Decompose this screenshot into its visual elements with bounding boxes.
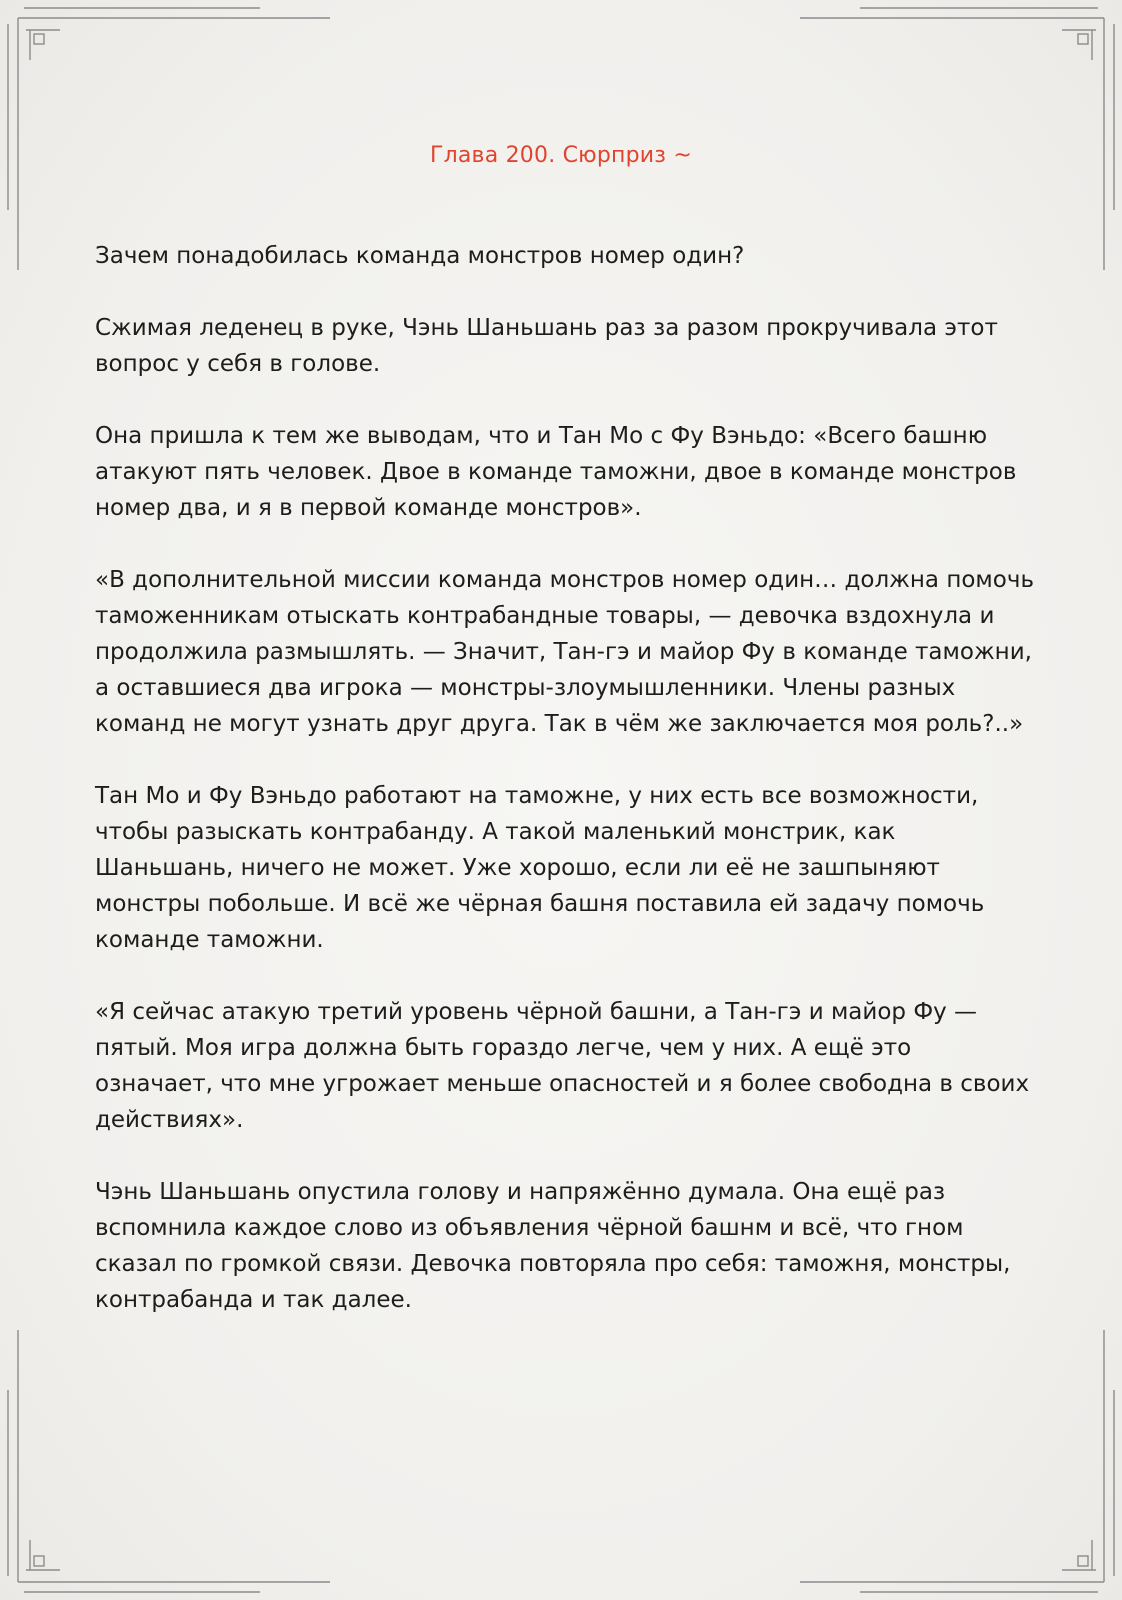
paragraph: Чэнь Шаньшань опустила голову и напряжённо думала. Она ещё раз вспомнила каждое слово из объявления чёрной башнм и всё, что гном сказал по громкой связи. Девочка повторяла про себя: таможня, монстры, контрабанда и так далее.: [95, 1179, 1011, 1313]
paragraph: Тан Мо и Фу Вэньдо работают на таможне, у них есть все возможности, чтобы разыскать контрабанду. А такой маленький монстрик, как Шаньшань, ничего не может. Уже хорошо, если ли её не зашпыняют монстры побольше. И всё же чёрная башня поставила ей задачу помочь команде таможни.: [95, 783, 985, 953]
paragraph: Зачем понадобилась команда монстров номер один?: [95, 243, 745, 269]
paragraph: Она пришла к тем же выводам, что и Тан Мо с Фу Вэньдо: «Всего башню атакуют пять человек. Двое в команде таможни, двое в команде монстров номер два, и я в первой команде монстров».: [95, 423, 1017, 521]
chapter-body: [95, 238, 1035, 1354]
corner-ornament-bottom-left: [8, 1330, 330, 1592]
corner-ornament-top-right: [800, 8, 1114, 270]
chapter-title: Глава 200. Сюрприз ~: [430, 143, 692, 168]
paragraph: «Я сейчас атакую третий уровень чёрной башни, а Тан-гэ и майор Фу — пятый. Моя игра должна быть гораздо легче, чем у них. А ещё это означает, что мне угрожает меньше опасностей и я более свободна в своих действиях».: [95, 999, 1030, 1133]
paragraph: Сжимая леденец в руке, Чэнь Шаньшань раз за разом прокручивала этот вопрос у себя в голове.: [95, 315, 998, 377]
corner-ornament-top-left: [8, 8, 330, 270]
paragraph: «В дополнительной миссии команда монстров номер один… должна помочь таможенникам отыскать контрабандные товары, — девочка вздохнула и продолжила размышлять. — Значит, Тан-гэ и майор Фу в команде таможни, а оставшиеся два игрока — монстры-злоумышленники. Члены разных команд не могут узнать друг друга. Так в чём же заключается моя роль?..»: [95, 567, 1035, 737]
corner-ornament-bottom-right: [800, 1330, 1114, 1592]
